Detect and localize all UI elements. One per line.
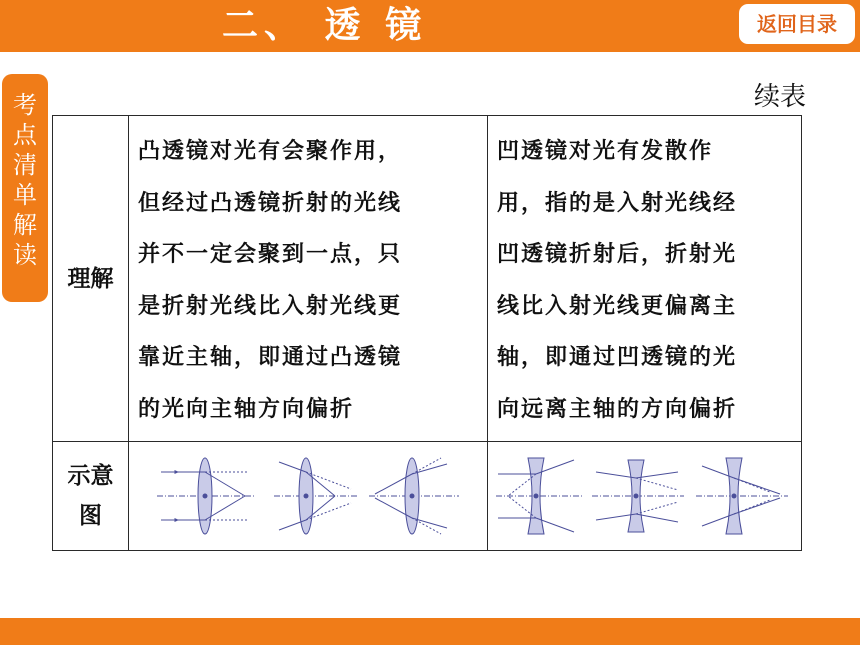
footer-bar bbox=[0, 618, 860, 645]
page-title: 二、 透 镜 bbox=[222, 5, 428, 46]
text-line: 用，指的是入射光线经 bbox=[497, 190, 738, 216]
convex-lens-diagram-2 bbox=[274, 458, 359, 534]
text-line: 是折射光线比入射光线更 bbox=[138, 293, 403, 319]
text-line: 轴，即通过凹透镜的光 bbox=[497, 345, 738, 370]
text-line: 凹透镜折射后，折射光 bbox=[497, 242, 738, 267]
text-line: 向远离主轴的方向偏折 bbox=[497, 396, 738, 422]
text-line: 但经过凸透镜折射的光线 bbox=[138, 190, 403, 216]
side-tab-key-points[interactable] bbox=[2, 74, 48, 302]
concave-lens-ray-diagrams bbox=[488, 442, 802, 550]
back-to-contents-button[interactable]: 返回目录 bbox=[739, 4, 855, 44]
text-line: 凹透镜对光有发散作 bbox=[497, 139, 714, 164]
concave-lens-diagrams bbox=[488, 442, 802, 551]
text-line: 靠近主轴，即通过凸透镜 bbox=[138, 345, 403, 370]
table-row-understanding bbox=[53, 116, 802, 442]
side-tab-char: 读 bbox=[13, 241, 37, 269]
concave-lens-diagram-3 bbox=[696, 458, 788, 534]
convex-lens-ray-diagrams bbox=[129, 442, 488, 550]
side-tab-char: 清 bbox=[13, 151, 37, 179]
concave-lens-text bbox=[488, 116, 802, 442]
convex-lens-text bbox=[129, 116, 488, 442]
side-tab-char: 解 bbox=[13, 211, 37, 239]
diagram-header-line: 示意 bbox=[67, 463, 114, 489]
concave-lens-diagram-2 bbox=[592, 460, 684, 532]
diagram-header-line: 图 bbox=[79, 503, 102, 529]
text-line: 线比入射光线更偏离主 bbox=[497, 293, 738, 319]
concave-lens-diagram-1 bbox=[496, 458, 584, 534]
text-line: 凸透镜对光有会聚作用， bbox=[138, 139, 403, 164]
text-line: 并不一定会聚到一点，只 bbox=[138, 242, 403, 267]
convex-lens-diagram-3 bbox=[369, 458, 459, 534]
side-tab-char: 单 bbox=[13, 181, 37, 209]
table-row-diagram bbox=[53, 442, 802, 551]
text-line: 的光向主轴方向偏折 bbox=[138, 396, 355, 422]
convex-lens-diagram-1 bbox=[157, 458, 255, 534]
side-tab-char: 考 bbox=[13, 91, 37, 119]
lens-table bbox=[52, 115, 802, 551]
convex-lens-diagrams bbox=[129, 442, 488, 551]
continued-label: 续表 bbox=[754, 82, 807, 112]
row-header-diagram bbox=[53, 442, 129, 551]
row-header-understanding: 理解 bbox=[53, 116, 129, 442]
header-bar bbox=[0, 0, 860, 52]
side-tab-char: 点 bbox=[13, 121, 37, 149]
